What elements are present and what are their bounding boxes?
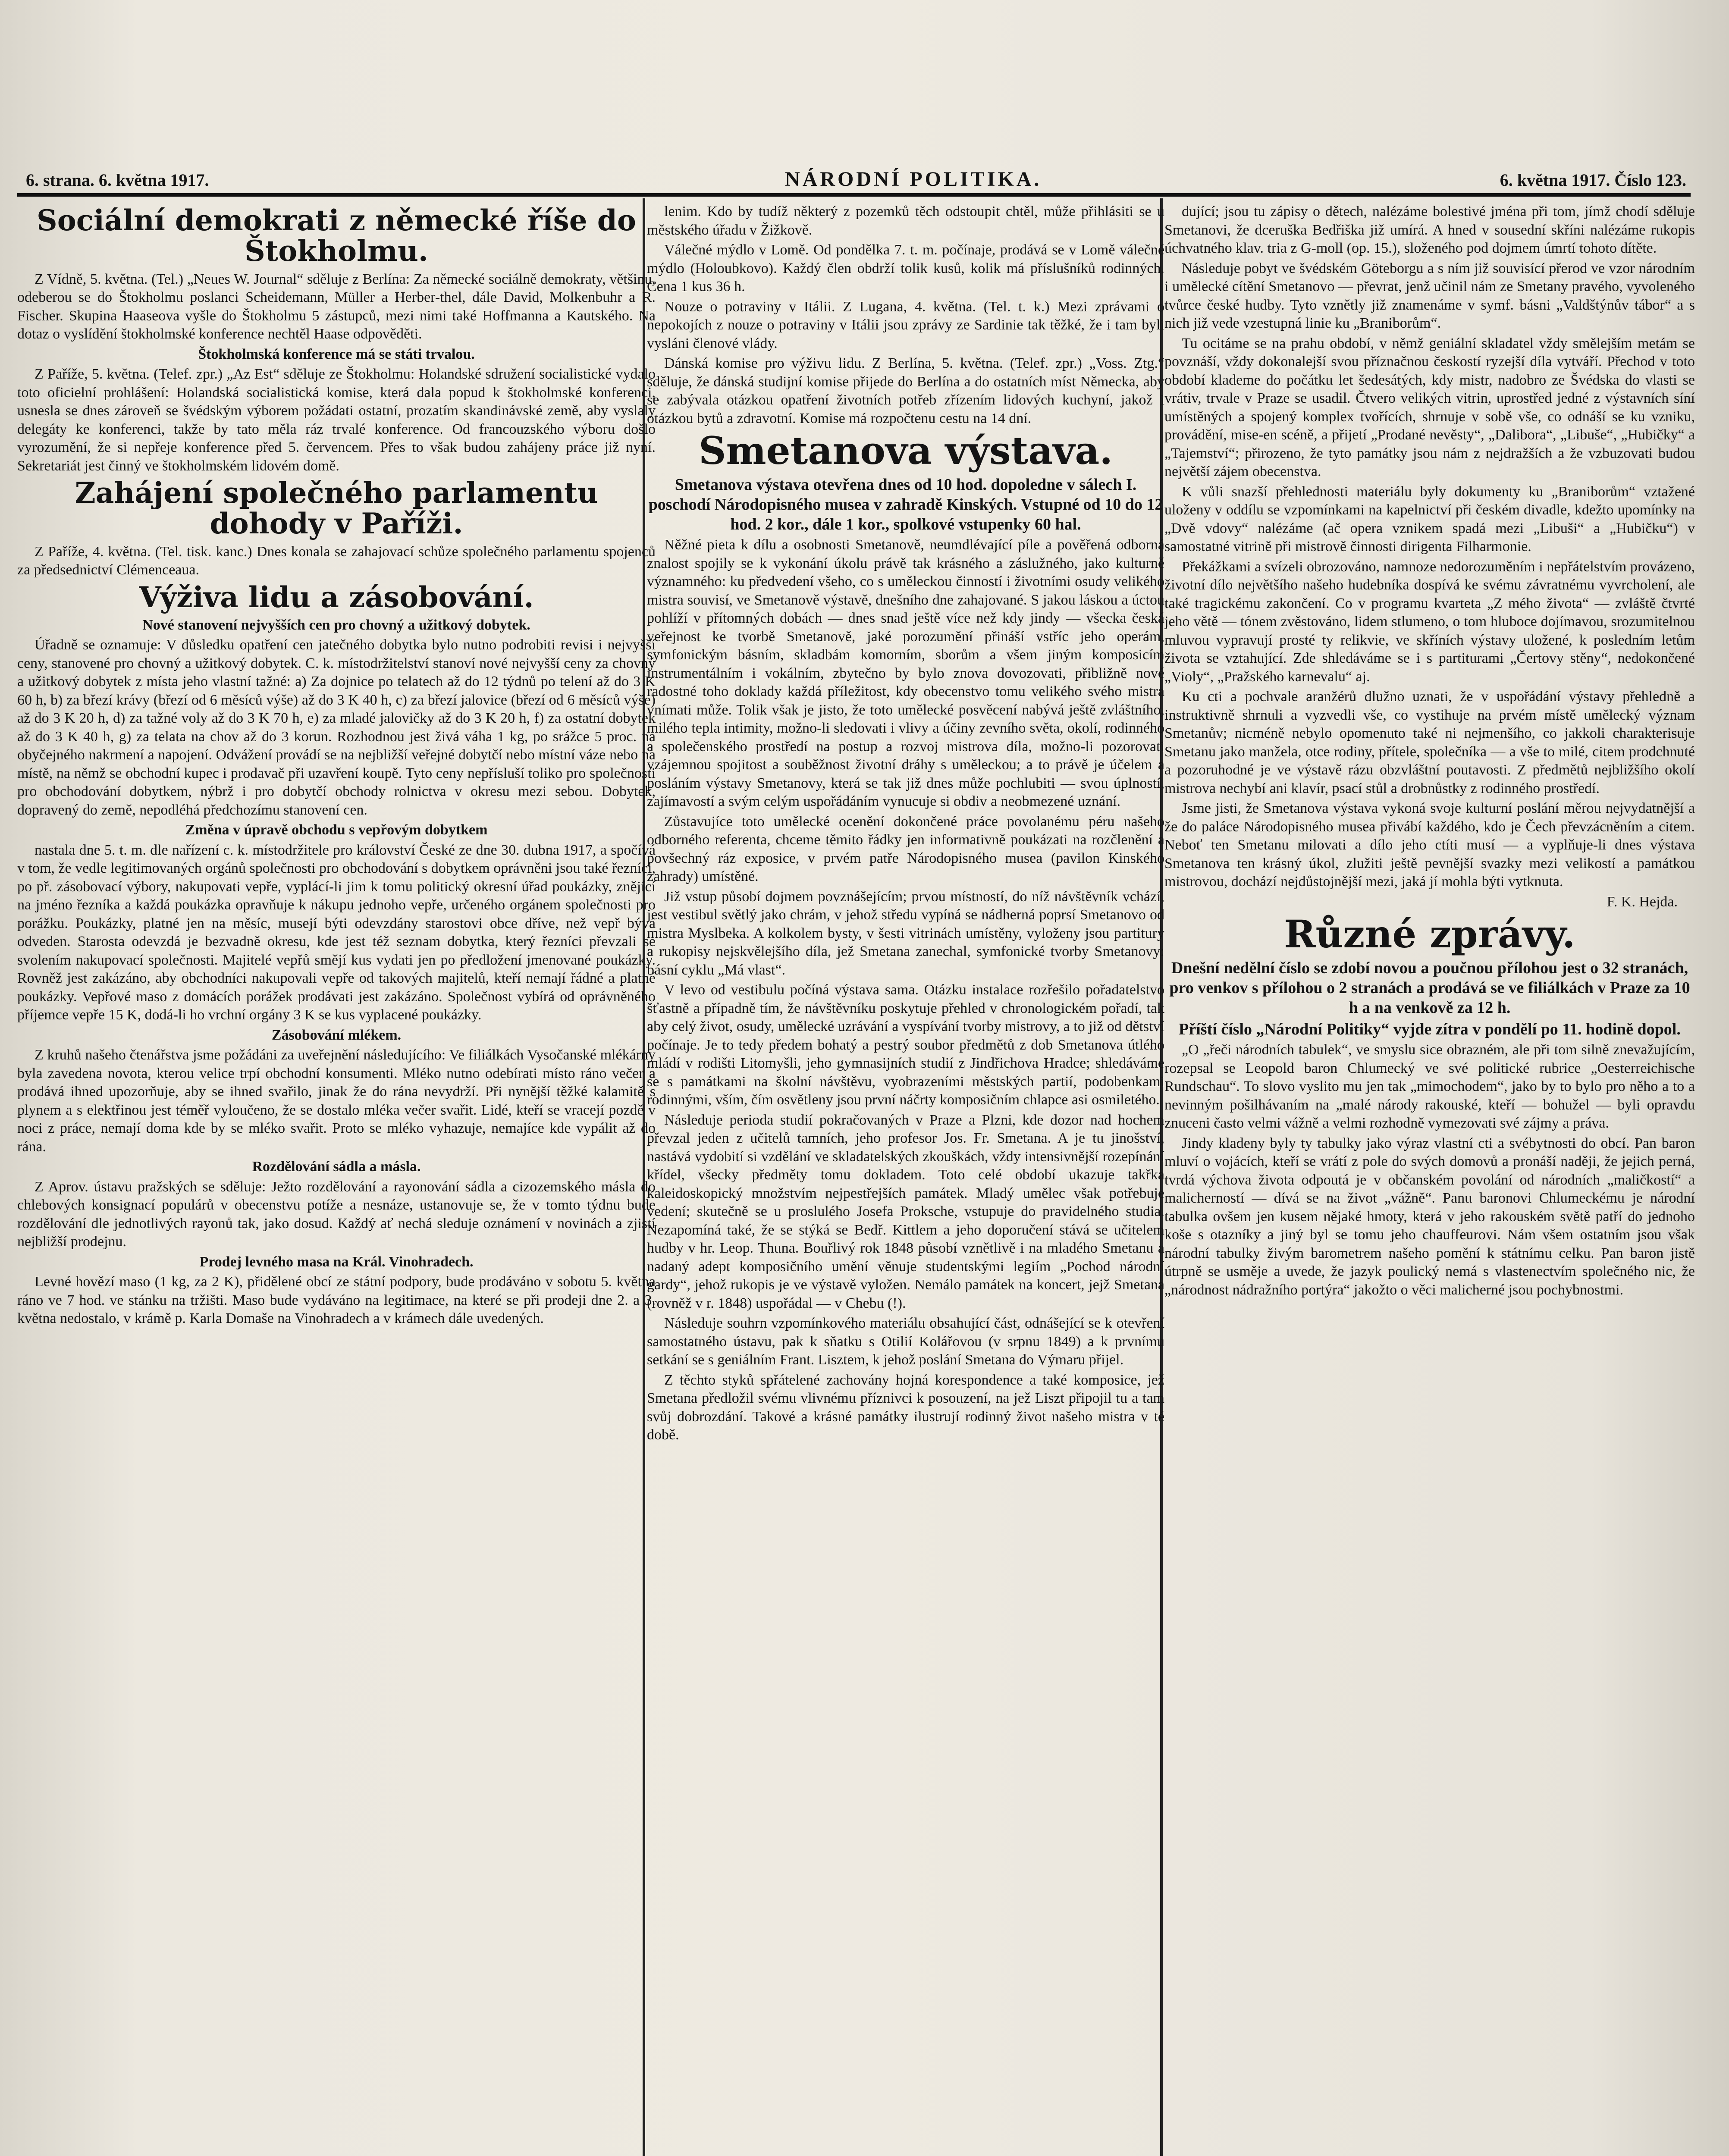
paragraph: V levo od vestibulu počíná výstava sama. Otázku instalace rozřešilo pořadatelstvo šťastně a případně tím, že návštěvníku poskytuje přehled v chronologickém pořadí, tak aby celý život, osudy, umělecké uzrávání a vyspívání tvorby mistrovy, a to již od dětství počínaje. Je to tedy předem bohatý a pestrý soubor předmětů z dob Smetanova útlého mládí v rodišti Litomyšli, jeho gymnasijních studií z Jindřichova Hradce; shledáváme se s památkami na školní návštěvu, vyobrazeními městských partií, podobenkami rodinnými, vším, čím osvětleny jsou první náčrty komposičním chlapce asi osmiletého. (647, 982, 1164, 1108)
subheading: Změna v úpravě obchodu s vepřovým dobytkem (185, 822, 488, 838)
paragraph: Z Paříže, 4. května. (Tel. tisk. kanc.) Dnes konala se zahajovací schůze společného parlamentu spojenců za předsednictví Clémenceaua. (17, 543, 656, 578)
section-headline: Různé zprávy. (1284, 912, 1575, 956)
paragraph: Zůstavujíce toto umělecké ocenění dokončené práce povolanému péru našeho odborného referenta, chceme těmito řádky jen informativně poukázati na rozčlenění a povšechný ráz exposice, v prvém patře Národopisného musea (pavilon Kinského zahrady) umístěné. (647, 813, 1164, 885)
subheading: Prodej levného masa na Král. Vinohradech. (199, 1253, 474, 1270)
subheading: Zásobování mlékem. (271, 1027, 402, 1043)
article-headline: Zahájení společného parlamentu dohody v Paříži. (75, 476, 598, 541)
paragraph: Ku cti a pochvale aranžérů dlužno uznati, že v uspořádání výstavy přehledně a instruktivně shrnuli a vyzvedli vše, co vystihuje na prvém místě umělecký význam Smetanův; nicméně nebylo opomenuto také ni nejmenšího, co jakkoli charakterisuje Smetanu jako manžela, otce rodiny, přítele, společníka — a vše to milé, citem prodchnuté a pozoruhodné je ve výstavě rázu obzvláštní poutavosti. Z předmětů nejbližšího okolí mistrova nechybí ani klavír, psací stůl a drobnůstky z rodinného prostředí. (1164, 689, 1695, 796)
paragraph: Válečné mýdlo v Lomě. Od pondělka 7. t. m. počínaje, prodává se v Lomě válečné mýdlo (Holoubkovo). Každý člen obdrží tolik kusů, kolik má příslušníků rodinných. Cena 1 kus 36 h. (647, 242, 1164, 295)
paragraph: Z těchto styků spřátelené zachovány hojná korespondence a také komposice, jež Smetana předložil svému vlivnému příznivci k posouzení, na jež Liszt připojil tu a tam svůj dobrozdání. Takové a krásné památky ilustrují rodinný život našeho mistra v té době. (647, 1372, 1164, 1443)
paragraph: nastala dne 5. t. m. dle nařízení c. k. místodržitele pro království České ze dne 30. dubna 1917, a spočívá v tom, že vedle legitimovaných orgánů společnosti pro obchodování s dobytkem oprávněni jsou také řezníci, po př. zásobovací výbory, nakupovati vepře, vyplácí-li jim k tomu politický okresní úřad poukázky, znějící na jméno řezníka a každá poukázka opravňuje k nákupu jednoho vepře, určeného orgánem společnosti pro porážku. Poukázky, platné jen na měsíc, musejí býti odevzdány starostovi obce dříve, než vepř bývá odveden. Starosta odevzdá je bezvadně okresu, kde jest též seznam dobytka, který řezníci převzali se svolením nakupovací společnosti. Majitelé vepřů smějí kus vydati jen po předložení jmenované poukázky. Rovněž jest zakázáno, aby obchodníci nakupovali vepře od takových majitelů, kteří nemají řádné a platné poukázky. Vepřové maso z domácích porážek prodávati jest zakázáno. Společnost vybírá od oprávněného příjemce vepře 15 K, dodá-li ho vrchní orgány 3 K se kus vyplacené poukázky. (17, 842, 656, 1023)
subheading: Rozdělování sádla a másla. (252, 1159, 421, 1175)
notice: Příští číslo „Národní Politiky“ vyjde zítra v pondělí po 11. hodině dopol. (1179, 1020, 1681, 1039)
header-date-right: 6. května 1917. Číslo 123. (1500, 170, 1686, 190)
paragraph: Již vstup působí dojmem povznášejícím; prvou místností, do níž návštěvník vchází, jest vestibul světlý jako chrám, v jehož středu vypíná se nádherná poprsí Smetanovo od mistra Myslbeka. A kolkolem bysty, v šesti vitrinách umístěny, vyloženy jsou partitury a rukopisy nejskvělejšího díla, jež Smetana zanechal, symfonické tvorby Smetanovy: básní cyklu „Má vlast“. (647, 888, 1164, 978)
masthead-title: NÁRODNÍ POLITIKA. (785, 168, 1042, 191)
paragraph: Překážkami a svízeli obrozováno, namnoze nedorozuměním i nepřátelstvím provázeno, životní dílo největšího našeho hudebníka dospívá ke svému závratnému vyvrcholení, ale také tragickému zakončení. Co v programu kvarteta „Z mého života“ — zvláště čtvrté jeho větě — tónem zvěstováno, lidem stlumeno, o tom hluboce dojímavou, srozumitelnou mluvou vypravují prosté ty relikvie, ve skříních výstavy uložené, k posledním letům života se vztahující. Zde shledáváme se i s partiturami „Čertovy stěny“, nedokončené „Violy“, „Pražského karnevalu“ aj. (1164, 558, 1695, 685)
paragraph: dující; jsou tu zápisy o dětech, nalézáme bolestivé jména při tom, jímž chodí sděluje Smetanovi, že dceruška Bedřiška již umírá. A hned v sousední skříni nalézáme rukopis úchvatného klav. tria z G-moll (op. 15.), složeného pod dojmem úmrtí tohoto dítěte. (1164, 204, 1695, 256)
exhibition-notice: Smetanova výstava otevřena dnes od 10 hod. dopoledne v sálech I. poschodí Národopisného musea v zahradě Kinských. Vstupné od 10 do 12 hod. 2 kor., dále 1 kor., spolkové vstupenky 60 hal. (648, 476, 1163, 534)
article-headline: Smetanova výstava. (698, 428, 1113, 473)
paragraph: Z kruhů našeho čtenářstva jsme požádáni za uveřejnění následujícího: Ve filiálkách Vysočanské mlékárny byla zavedena novota, kterou velice trpí obchodní konsumenti. Mléko nutno odebírati místo ráno večer a prodává ihned upozorňuje, aby se ihned svařilo, jinak že do rána nevydrží. Při nynější těžké kalamitě s plynem a s elektřinou jest téměř vyloučeno, že se dostalo mléka večer svařit. Lidé, kteří se vracejí pozdě v noci z práce, nemají doma kde by se mléko svařit. Proto se mléko vyhazuje, nemajíce kde vypálit až do rána. (17, 1047, 656, 1155)
paragraph: Následuje pobyt ve švédském Göteborgu a s ním již souvisící přerod ve vzor národním i umělecké cítění Smetanovo — převrat, jenž učinil nám ze Smetany pravého, vyvoleného tvůrce české hudby. Tyto vznětly již znamenáme v symf. básni „Valdštýnův tábor“ a s nich již vede vzestupná linie ku „Braniborům“. (1164, 260, 1695, 331)
paragraph: Nouze o potraviny v Itálii. Z Lugana, 4. května. (Tel. t. k.) Mezi zprávami o nepokojích z nouze o potraviny v Itálii jsou zprávy ze Sardinie tak těžké, že i tam byli vysláni členové vlády. (647, 298, 1164, 351)
section-headline: Výživa lidu a zásobování. (139, 580, 534, 614)
column-3 (1164, 203, 1695, 2156)
paragraph: K vůli snazší přehlednosti materiálu byly dokumenty ku „Braniborům“ vztažené uloženy v oddílu se vzpomínkami na kapelnictví při českém divadle, kdežto upomínky na „Dvě vdovy“ nalézáme (ač opera vznikem spadá mezi „Libuši“ a „Hubičku“) v samostatné vitrině při mistrově činnosti dirigenta Filharmonie. (1164, 483, 1695, 555)
paragraph: Následuje souhrn vzpomínkového materiálu obsahující část, odnášející se k otevření samostatného ústavu, pak k sňatku s Otilií Kolářovou (v srpnu 1849) a k prvnímu setkání se s geniálním Frant. Lisztem, k jehož poslání Smetana do Výmaru přijel. (647, 1315, 1164, 1368)
paragraph: Něžné pieta k dílu a osobnosti Smetanově, neumdlévající píle a pověřená odborná znalost spojily se k vykonání úkolu právě tak krásného a záslužného, jako kulturně významného: ku předvedení všeho, co s uměleckou činností i životními osudy velikého mistra souvisí, ve Smetanově výstavě, dnešního dne zahajované. S jakou láskou a úctou pohlíží v přítomných dobách — dnes snad ještě více než kdy jindy — všecka česká veřejnost ke tvorbě Smetanově, jaké porozumění přináší vstříc jeho operám, symfonickým básním, skladbám komorním, sborům a všem jiným komposicím instrumentálním i vokálním, zbytečno by bylo znova dovozovati, přibližně nové radostné toho doklady každá příležitost, kdy obecenstvo tomu velikého svého mistra vnímati může. Tolik však je jisto, že toto umělecké posvěcení nabývá ještě zvláštního, milého tepla intimity, možno-li sledovati i vlivy a účiny zevního světa, okolí, rodinného a společenského prostředí na postup a rozvoj mistrova díla, možno-li pozorovati vzájemnou spojitost a souběžnost životní dráhy s uměleckou; a to právě je účelem a posláním výstavy Smetanovy, která se tak již dnes může pochlubiti — svou úplností, zajímavostí a svým celým uspořádáním vynucuje si obdiv a neobmezené uznání. (647, 537, 1164, 810)
paragraph: Jindy kladeny byly ty tabulky jako výraz vlastní cti a svébytnosti do obcí. Pan baron mluví o vojácích, kteří se vrátí z pole do svých domovů a pronáší naději, že jejich perná, tvrdá výchova života odpoutá je v občanském povolání od národních „maličkostí“ a malicherností — dívá se na život „vážně“. Panu baronovi Chlumeckému je národní tabulka ovšem jen kusem nějaké hmoty, která v jeho rakouském světě patří do jednoho koše s otazníky a jiný byl se tomu jeho chauffeurovi. Nám všem ostatním jsou však národní tabulky živým barometrem našeho pomění k státnímu celku. Pan baron jistě útrpně se usměje a uvede, že jazyk poulický nemá s vlastenectvím společného nic, že „národnost nádražního portýra“ jakožto o věci malicherné jsou pochybnostmi. (1164, 1135, 1695, 1298)
subheading: Nové stanovení nejvyšších cen pro chovný a užitkový dobytek. (142, 617, 530, 633)
paragraph: Dánská komise pro výživu lidu. Z Berlína, 5. května. (Telef. zpr.) „Voss. Ztg.“ sděluje, že dánská studijní komise přijede do Berlína a do ostatních míst Německa, aby se zabývala otázkou opatření životních potřeb zřízením lidových kuchyní, jakož i otázkou bytů a zdravotní. Komise má rozpočtenu cestu na 14 dní. (647, 355, 1164, 426)
paragraph: Jsme jisti, že Smetanova výstava vykoná svoje kulturní poslání měrou nejvydatnější a že do paláce Národopisného musea přivábí každého, kdo je Čech převzácněním a citem. Neboť ten Smetanu milovati a dílo jeho ctíti musí — a vyplňuje-li dnes výstava Smetanova ten krásný úkol, zlužiti ještě pevnější svazky mezi velikostí a památkou mistrovou, dochází nejdůstojnější mezi, jaká jí mohla býti vytknuta. (1164, 800, 1695, 890)
author-signature: F. K. Hejda. (1607, 893, 1678, 910)
subheading: Štokholmská konference má se státi trvalou. (198, 346, 475, 362)
column-2 (647, 203, 1164, 2156)
paragraph: lenim. Kdo by tudíž některý z pozemků těch odstoupit chtěl, může přihlásiti se u městského úřadu v Žižkově. (647, 204, 1164, 238)
paragraph: Úřadně se oznamuje: V důsledku opatření cen jatečného dobytka bylo nutno podrobiti revisi i nejvyšší ceny, stanovené pro chovný a užitkový dobytek. C. k. místodržitelství stanoví nové nejvyšší ceny za chovný a užitkový dobytek z místa jeho vlastní tažné: a) Za dojnice po telatech až do 12 týdnů po telení až do 3 K 60 h, b) za březí krávy (březí od 6 měsíců výše) až do 3 K 40 h, c) za březí jalovice (březí od 6 měsíců výše) až do 3 K 20 h, d) za tažné voly až do 3 K 70 h, e) za mladé jalovičky až do 3 K 20 h, f) za ostatní dobytek až do 3 K 40 h, g) za telata na chov až do 3 korun. Rozhodnou jest živá váha 1 kg, po srážce 5 proc. na obyčejného nakrmení a napojení. Odvážení provádí se na nejbližší veřejné dobytčí nebo místní váze nebo na místě, na němž se obchodní kupec i prodavač při uzavření koupě. Tyto ceny nepřísluší toliko pro společnosti pro obchodování dobytkem, nýbrž i pro dobytčí obchody rolnictva v okresu mezi sebou. Dobytek, dopravený do země, nepodléhá předchozímu stanovení cen. (17, 637, 656, 818)
paragraph: Následuje perioda studií pokračovaných v Praze a Plzni, kde dozor nad hochem převzal jeden z učitelů tamních, jeho profesor Jos. Fr. Smetana. A je tu jinošství, nastává vydobití si vzdělání ve skladatelských zkouškách, vždy intensivnější rozepínání křídel, všecky předměty tomu dokladem. Toto celé období ukazuje takřka kaleidoskopický množstvím nejpestřejších památek. Mladý umělec však potřebuje vedení; skutečně se u proslulého Josefa Proksche, vstupuje do pravidelného studia. Nezapomíná také, že se stýká se Bedř. Kittlem a jeho doporučení stává se učitelem hudby v hr. Leop. Thuna. Bouřlivý rok 1848 působí vznětlivě i na mladého Smetanu a nadaný adept komposičního umění věnuje studentskými legiím „Pochod národní gardy“, jehož rukopis je ve výstavě vyložen. Nemálo památek na koncert, jejž Smetana (rovněž v r. 1848) uspořádal — v Chebu (!). (647, 1112, 1164, 1311)
header-date-left: 6. strana. 6. května 1917. (26, 170, 209, 190)
paragraph: Levné hovězí maso (1 kg, za 2 K), přidělené obcí ze státní podpory, bude prodáváno v sobotu 5. května ráno ve 7 hod. ve stánku na tržišti. Maso bude vydáváno na legitimace, na které se při prodeji dne 2. a 3. května nedostalo, v krámě p. Karla Domaše na Vinohradech a v krámech dále uvedených. (17, 1274, 656, 1327)
notice: Dnešní nedělní číslo se zdobí novou a poučnou přílohou jest o 32 stranách, pro venkov s přílohou o 2 stranách a prodává se ve filiálkách v Praze za 10 h a na venkově za 12 h. (1169, 959, 1690, 1017)
paragraph: Z Paříže, 5. května. (Telef. zpr.) „Az Est“ sděluje ze Štokholmu: Holandské sdružení socialistické vydalo toto oficielní prohlášení: Holandská socialistická komise, která dala popud k štokholmské konferenci, usnesla se dnes zároveň se švédským výborem požádati ostatní, prozatím skandinávské země, aby vyslaly delegáty ke konferenci, takže by tato měla ráz trvalé konference. Od francouzského výboru došlo vyrozumění, že si nepřeje konference před 5. červencem. Přes to však budou zahájeny práce již nyní. Sekretariát jest činný ve štokholmském lidovém domě. (17, 366, 656, 474)
page-header (17, 167, 1691, 197)
article-headline: Sociální demokrati z německé říše do Štokholmu. (37, 204, 636, 268)
paragraph: „O „řeči národních tabulek“, ve smyslu sice obrazném, ale při tom silně znevažujícím, rozepsal se Leopold baron Chlumecký ve své politické rubrice „Oesterreichische Rundschau“. To slovo vyslito mu jen tak „mimochodem“, jako by to bylo pro něho a to a nevinným pošilhávaním na „malé národy rakouské, kteří — bohužel — byli opravdu znuceni často velmi vážně a velmi rozhodně vymezovati své zájmy a práva. (1164, 1042, 1695, 1131)
paragraph: Tu ocitáme se na prahu období, v němž geniální skladatel vždy smělejším metám se povznáší, vždy dokonalejší svou příznačnou českostí ryzejší díla vytváří. Přechod v toto období klademe do počátku let šedesátých, kdy mistr, nadobro ze Švédska do vlasti se vrátiv, trvale v Praze se usadil. Čtvero velikých vitrin, uprostřed jedné z výstavních síní umístěných a spojený komplex tvořících, shrnuje v sobě vše, co odnáší se ku vzniku, provádění, mise-en scéně, a přijetí „Prodané nevěsty“, „Dalibora“, „Libuše“, „Hubičky“ a „Tajemství“; přirozeno, že tyto památky jsou nám z nejdražších a že vzbuzovati budou největší zájem obecenstva. (1164, 335, 1695, 479)
paragraph: Z Vídně, 5. května. (Tel.) „Neues W. Journal“ sděluje z Berlína: Za německé sociálně demokraty, většinu, odeberou se do Štokholmu poslanci Scheidemann, Müller a Herber-thel, dále David, Molkenbuhr a R. Fischer. Skupina Haaseova vyšle do Štokholmu 5 zástupců, mezi nimi také Hoffmanna a Kautského. Na dotaz o vyslídění štokholmské konference nechtěl Haase odpověděti. (17, 271, 656, 342)
column-1 (17, 203, 656, 2156)
paragraph: Z Aprov. ústavu pražských se sděluje: Ježto rozdělování a rayonování sádla a cizozemského másla do chlebových konsignací populárů v obecenstvu potíže a nesnáze, ustanovuje se, že v tomto týdnu bude rozdělování dle jednotlivých rayonů tak, jako dosud. Každý ať nechá sleduje oznámení v novinách a zjistí nejbližší prodejnu. (17, 1178, 656, 1250)
